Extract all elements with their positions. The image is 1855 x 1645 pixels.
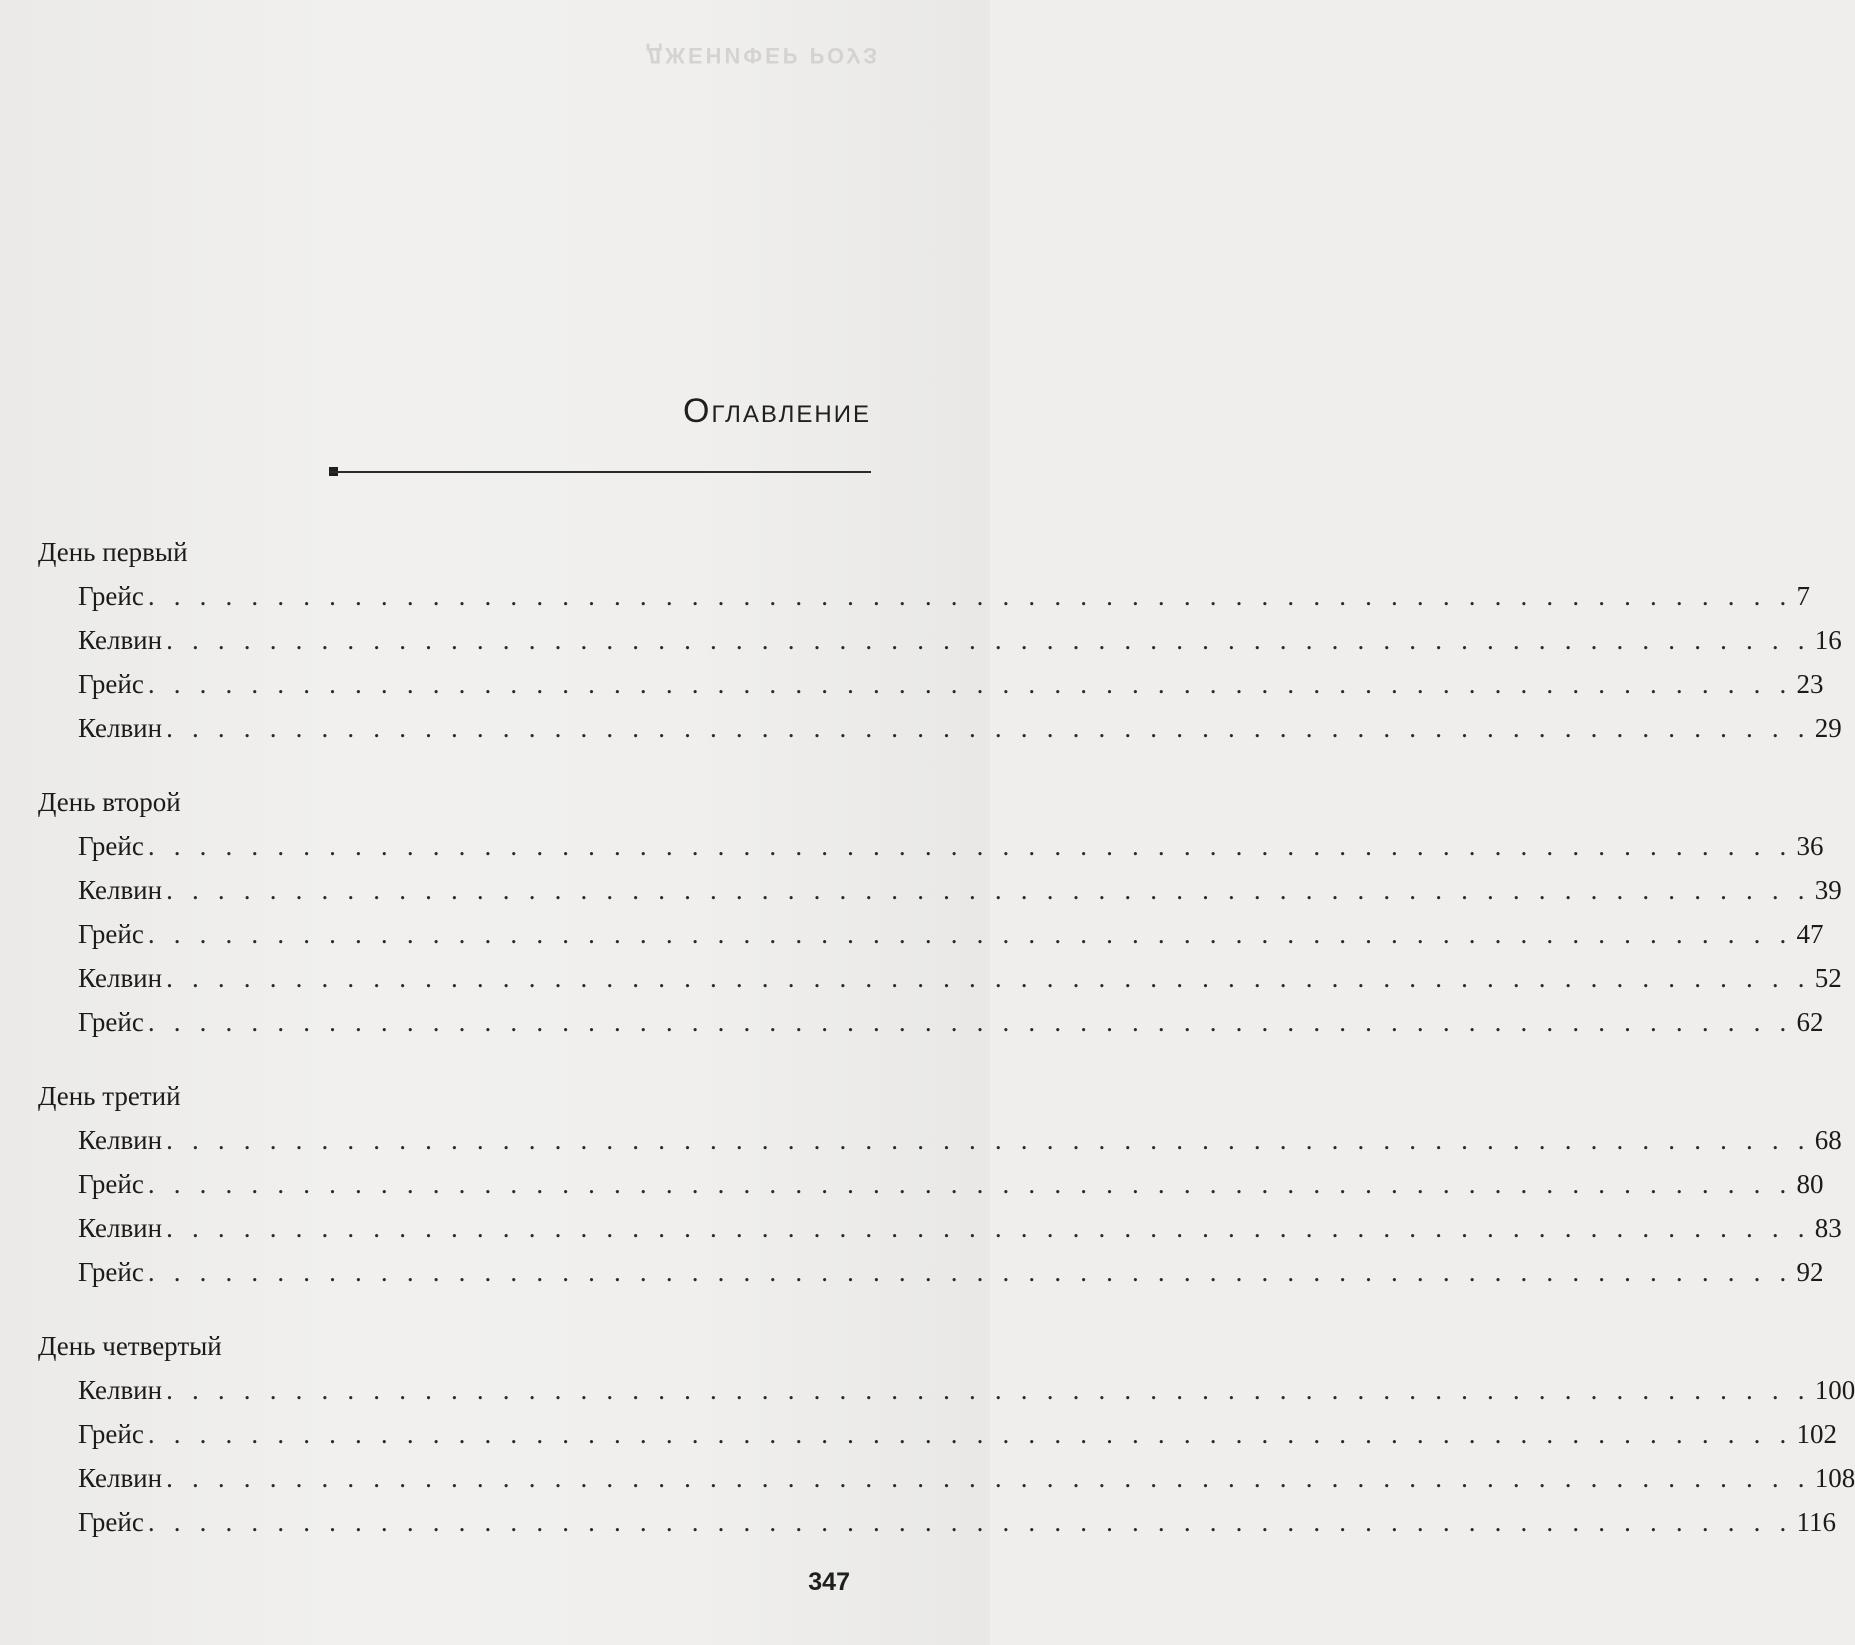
- entry-page-number: 108: [1814, 1463, 1855, 1493]
- part-title: День первый: [38, 537, 188, 567]
- dot-leader: . . . . . . . . . . . . . . . . . . . . . . . . . . . . . . . . . . . . . . . . . . . . . . . . . . . . . . . . . . . . . . . .: [147, 1169, 1793, 1199]
- entry-page-number: 52: [1814, 963, 1842, 993]
- dot-leader: . . . . . . . . . . . . . . . . . . . . . . . . . . . . . . . . . . . . . . . . . . . . . . . . . . . . . . . . . . . . . . . .: [166, 963, 1811, 993]
- entry-label: Грейс: [78, 669, 144, 699]
- entry-label: Келвин: [78, 625, 163, 655]
- entry-page-number: 100: [1814, 1375, 1855, 1405]
- entry-page-number: 62: [1796, 1007, 1824, 1037]
- toc-entry[interactable]: [38, 1162, 1824, 1206]
- entry-page-number: 68: [1814, 1125, 1842, 1155]
- entry-page-number: 116: [1796, 1507, 1836, 1537]
- entry-label: Грейс: [78, 581, 144, 611]
- entry-page-number: 29: [1814, 713, 1842, 743]
- dot-leader: . . . . . . . . . . . . . . . . . . . . . . . . . . . . . . . . . . . . . . . . . . . . . . . . . . . . . . . . . . . . . . . .: [166, 625, 1811, 655]
- toc-entry[interactable]: [38, 1368, 1855, 1412]
- dot-leader: . . . . . . . . . . . . . . . . . . . . . . . . . . . . . . . . . . . . . . . . . . . . . . . . . . . . . . . . . . . . . . . .: [166, 1375, 1811, 1405]
- dot-leader: . . . . . . . . . . . . . . . . . . . . . . . . . . . . . . . . . . . . . . . . . . . . . . . . . . . . . . . . . . . . . . . .: [166, 1125, 1811, 1155]
- dot-leader: . . . . . . . . . . . . . . . . . . . . . . . . . . . . . . . . . . . . . . . . . . . . . . . . . . . . . . . . . . . . . . . .: [166, 1213, 1811, 1243]
- toc-entry[interactable]: [38, 824, 1824, 868]
- entry-label: Келвин: [78, 1213, 163, 1243]
- toc-entry[interactable]: [38, 956, 1842, 1000]
- entry-page-number: 102: [1796, 1419, 1837, 1449]
- page-title: Оглавление: [683, 392, 871, 430]
- title-rule: [330, 471, 871, 473]
- toc-entry[interactable]: [38, 1456, 1855, 1500]
- toc-entry[interactable]: [38, 912, 1824, 956]
- entry-page-number: 23: [1796, 669, 1824, 699]
- dot-leader: . . . . . . . . . . . . . . . . . . . . . . . . . . . . . . . . . . . . . . . . . . . . . . . . . . . . . . . . . . . . . . . .: [166, 713, 1811, 743]
- toc-entry[interactable]: [38, 1000, 1824, 1044]
- entry-page-number: 36: [1796, 831, 1824, 861]
- entry-label: Грейс: [78, 1007, 144, 1037]
- page-number: 347: [808, 1568, 850, 1596]
- entry-label: Келвин: [78, 1375, 163, 1405]
- toc-entry[interactable]: [38, 1118, 1842, 1162]
- toc-entry[interactable]: [38, 706, 1842, 750]
- toc-part-day-4: [38, 1324, 1855, 1544]
- dot-leader: . . . . . . . . . . . . . . . . . . . . . . . . . . . . . . . . . . . . . . . . . . . . . . . . . . . . . . . . . . . . . . . .: [147, 919, 1793, 949]
- dot-leader: . . . . . . . . . . . . . . . . . . . . . . . . . . . . . . . . . . . . . . . . . . . . . . . . . . . . . . . . . . . . . . . .: [147, 581, 1793, 611]
- entry-page-number: 47: [1796, 919, 1824, 949]
- table-of-contents: [38, 530, 1855, 1574]
- dot-leader: . . . . . . . . . . . . . . . . . . . . . . . . . . . . . . . . . . . . . . . . . . . . . . . . . . . . . . . . . . . . . . . .: [147, 1507, 1793, 1537]
- toc-entry[interactable]: [38, 1250, 1824, 1294]
- toc-entry[interactable]: [38, 574, 1810, 618]
- entry-label: Келвин: [78, 713, 163, 743]
- entry-label: Келвин: [78, 1463, 163, 1493]
- entry-label: Грейс: [78, 1419, 144, 1449]
- entry-page-number: 83: [1814, 1213, 1842, 1243]
- part-title: День третий: [38, 1081, 181, 1111]
- toc-part-day-3: [38, 1074, 1842, 1294]
- entry-label: Грейс: [78, 919, 144, 949]
- entry-label: Грейс: [78, 1507, 144, 1537]
- toc-entry[interactable]: [38, 868, 1842, 912]
- dot-leader: . . . . . . . . . . . . . . . . . . . . . . . . . . . . . . . . . . . . . . . . . . . . . . . . . . . . . . . . . . . . . . . .: [166, 1463, 1811, 1493]
- toc-entry[interactable]: [38, 662, 1824, 706]
- toc-entry[interactable]: [38, 1412, 1837, 1456]
- entry-page-number: 39: [1814, 875, 1842, 905]
- entry-label: Келвин: [78, 963, 163, 993]
- entry-page-number: 80: [1796, 1169, 1824, 1199]
- toc-entry[interactable]: [38, 618, 1842, 662]
- dot-leader: . . . . . . . . . . . . . . . . . . . . . . . . . . . . . . . . . . . . . . . . . . . . . . . . . . . . . . . . . . . . . . . .: [147, 669, 1793, 699]
- entry-label: Грейс: [78, 1169, 144, 1199]
- part-title: День четвертый: [38, 1331, 222, 1361]
- entry-label: Келвин: [78, 1125, 163, 1155]
- dot-leader: . . . . . . . . . . . . . . . . . . . . . . . . . . . . . . . . . . . . . . . . . . . . . . . . . . . . . . . . . . . . . . . .: [147, 831, 1793, 861]
- dot-leader: . . . . . . . . . . . . . . . . . . . . . . . . . . . . . . . . . . . . . . . . . . . . . . . . . . . . . . . . . . . . . . . .: [147, 1419, 1793, 1449]
- entry-label: Грейс: [78, 1257, 144, 1287]
- dot-leader: . . . . . . . . . . . . . . . . . . . . . . . . . . . . . . . . . . . . . . . . . . . . . . . . . . . . . . . . . . . . . . . .: [147, 1257, 1793, 1287]
- running-head-bleedthrough: ДЖЕНИФЕР РОУЗ: [646, 43, 880, 68]
- toc-part-day-2: [38, 780, 1842, 1044]
- entry-page-number: 92: [1796, 1257, 1824, 1287]
- entry-label: Грейс: [78, 831, 144, 861]
- toc-entry[interactable]: [38, 1500, 1836, 1544]
- toc-part-day-1: [38, 530, 1842, 750]
- toc-entry[interactable]: [38, 1206, 1842, 1250]
- entry-page-number: 16: [1814, 625, 1842, 655]
- dot-leader: . . . . . . . . . . . . . . . . . . . . . . . . . . . . . . . . . . . . . . . . . . . . . . . . . . . . . . . . . . . . . . . .: [147, 1007, 1793, 1037]
- dot-leader: . . . . . . . . . . . . . . . . . . . . . . . . . . . . . . . . . . . . . . . . . . . . . . . . . . . . . . . . . . . . . . . .: [166, 875, 1811, 905]
- entry-label: Келвин: [78, 875, 163, 905]
- part-title: День второй: [38, 787, 181, 817]
- entry-page-number: 7: [1796, 581, 1810, 611]
